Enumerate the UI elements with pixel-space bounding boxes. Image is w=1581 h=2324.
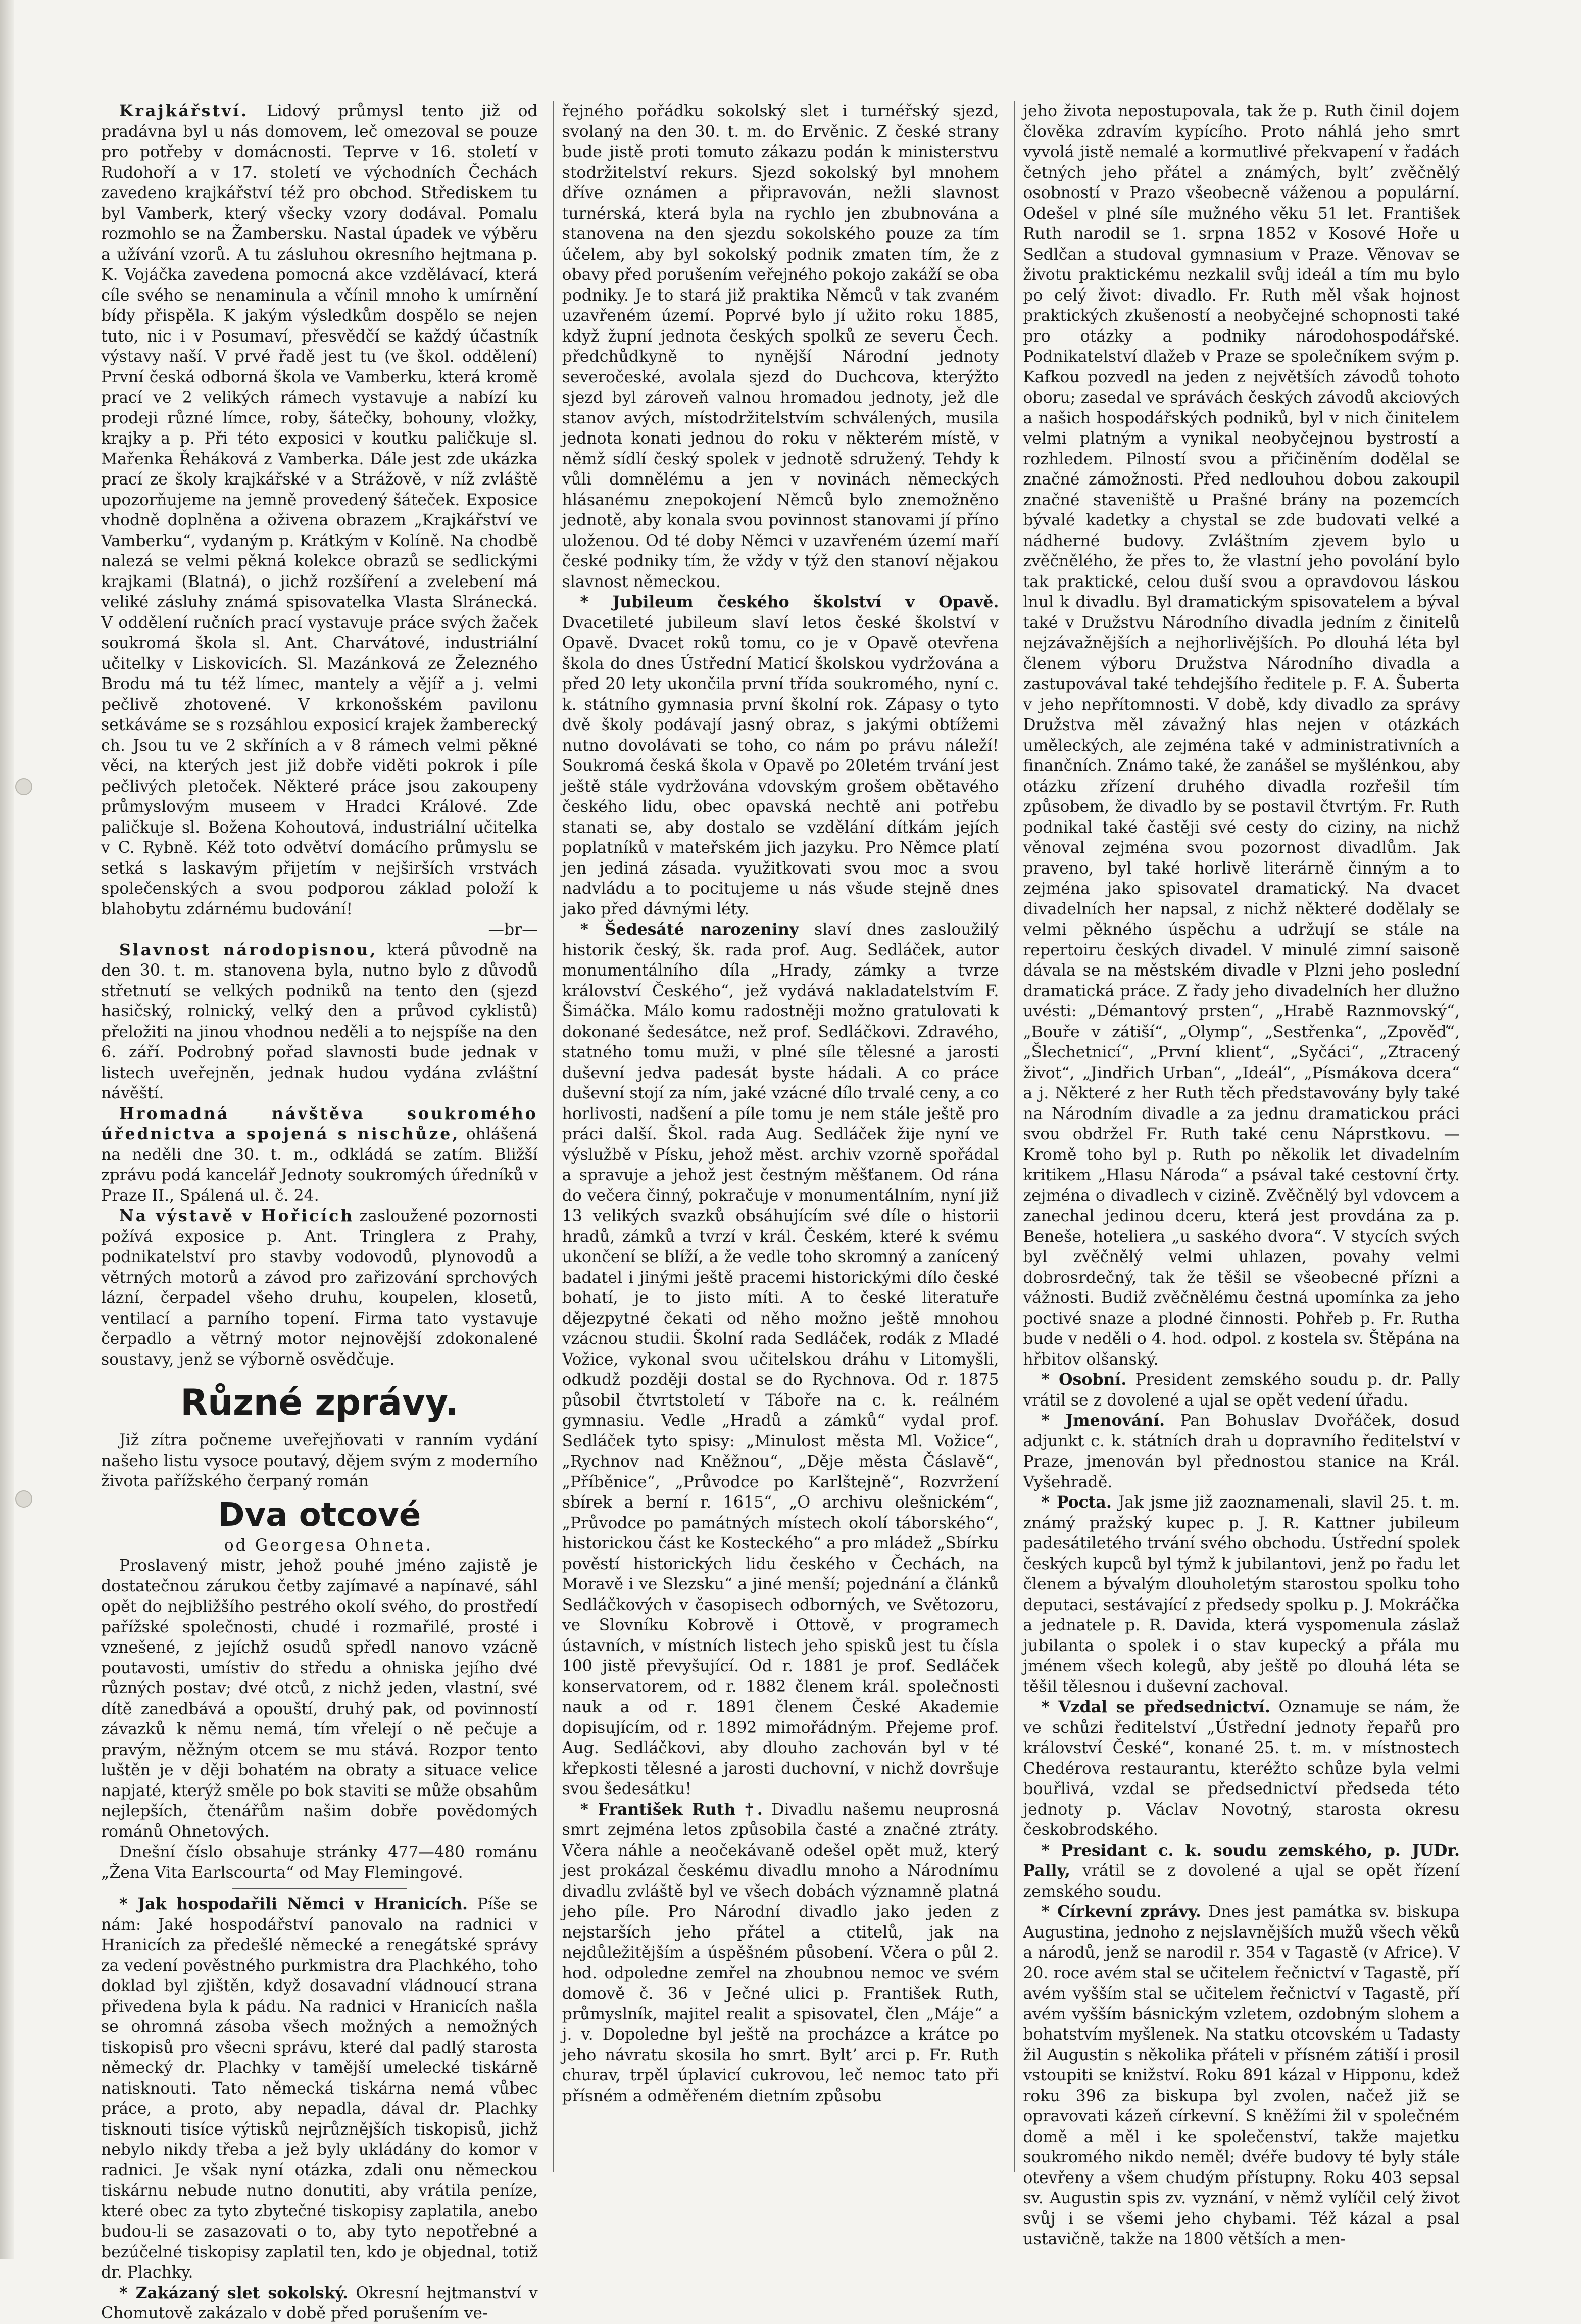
article-lead: * Vzdal se předsednictví. — [1041, 1698, 1270, 1716]
article-jmenovani — [1023, 1411, 1460, 1492]
punch-hole — [15, 778, 32, 795]
article-text: Okresní hejtmanství v Chomutově zakázalo v době před porušením ve- — [101, 2284, 538, 2322]
article-text: Oznamuje se nám, že ve schůzi ředitelství „Ústřední jednoty řepařů pro království České“, konané 25. t. m. v místnostech Chedérova restaurantu, kteréžto schůze byla velmi bouřlivá, vzdal se předsednictví předseda této jednoty p. Václav Novotný, starosta okresu českobrodského. — [1023, 1698, 1460, 1839]
novel-intro: Již zítra počneme uveřejňovati v ranním vydání našeho listu vysoce poutavý, dějem svým z moderního života pařížského čerpaný román — [101, 1431, 538, 1490]
article-lead: Krajkářství. — [119, 102, 249, 120]
article-lead: * Presidant c. k. soudu zemského, p. JUDr. Pally, — [1023, 1841, 1460, 1880]
page-edge — [0, 0, 14, 2259]
column-3 — [1014, 101, 1460, 2248]
column-2 — [553, 101, 999, 2172]
article-lead: * Jmenování. — [1041, 1411, 1165, 1430]
article-predsednictvi — [1023, 1697, 1460, 1841]
article-ruth — [562, 1800, 999, 2107]
article-text: Dnes jest památka sv. biskupa Augustina, jednoho z nejslavnějších mužů všech věků a národů, jenž se narodil r. 354 v Tagastě (v Africe). V 20. roce avém stal se učitelem řečnictví v Tagastě, pří avém vyšším stal se učitelem řečnictví v Tagastě, pří avém vyšším básnickým vzletem, ozdobným slohem a bohatstvím myšlenek. Na statku otcovském u Tadasty žil Augustin s několika přáteli v přísném zátiší i prosil vstoupiti se knižství. Roku 891 kázal v Hipponu, kdež roku 396 za biskupa byl zvolen, načež již se opravovati kázeň církevní. S kněžími žil v společném domě a měl i ke společenství, takže majetku soukromého nikdo neměl; dvéře budovy té byly stále otevřeny a všem chudým přístupny. Roku 403 sepsal sv. Augustin spis zv. vyznání, v němž vylíčil celý život svůj i se všemi jeho chybami. Též kázal a psal ustavičně, takže na 1800 větších a men- — [1023, 1903, 1460, 2248]
article-text: Píše se nám: Jaké hospodářství panovalo na radnici v Hranicích za předešlé německé a renegátské správy za vedení pověstného purkmistra dra Plachkého, toho doklad byl zjištěn, když dosavadní vládnoucí strana přivedena byla k pádu. Na radnici v Hranicích našla se ohromná zásoba všech možných a nemožných tiskopisů pro všecni správu, které dal padlý starosta německý dr. Plachky v tamější umelecké tiskárně natisknouti. Tato německá tiskárna nemá vůbec práce, a proto, aby nepadla, dával dr. Plachky tisknouti tisíce výtisků nejrůznějších tiskopisů, jichž nebylo nikdy třeba a jež byly ukládány do komor v radnici. Je však nyní otázka, zdali onu německou tiskárnu nebude nutno donutiti, aby vrátila peníze, které obec za tyto zbytečné tiskopisy zaplatila, anebo budou-li se zasazovati o to, aby tyto nepotřebné a bezúčelné tiskopisy zaplatil ten, kdo je objednal, totiž dr. Plachky. — [101, 1895, 538, 2282]
article-signature: —br— — [488, 921, 538, 939]
article-text: Dvacetileté jubileum slaví letos české školství v Opavě. Dvacet roků tomu, co je v Opavě otevřena škola do dnes Ústřední Maticí školskou vydržována a před 20 lety ukončila první třída soukromého, nyní c. k. státního gymnasia první školní rok. Zápasy o tyto dvě školy podávají jasný obraz, s jakými obtížemi nutno dovolávati se toho, co nám po právu náleží! Soukromá česká škola v Opavě po 20letém trvání jest ještě stále vydržována vdovským grošem obětavého českého lidu, obec opavská nechtě ani potřebu stanati se, aby dostalo se vzdělání dítkám jejích poplatníků v mateřském jich jazyku. Pro Němce platí jen jediná zásada. využitkovati svou moc a svou nadvládu a to pocitujeme u nás všude stejně dnes jako před dávnými léty. — [562, 613, 999, 918]
article-lead: * Jubileum českého školství v Opavě. — [580, 593, 999, 611]
article-lead: Na výstavě v Hořicích — [119, 1206, 355, 1225]
divider — [232, 1888, 407, 1889]
issue-note: Dnešní číslo obsahuje stránky 477—480 románu „Žena Vita Earlscourta“ od May Flemingové. — [101, 1843, 538, 1882]
article-text: Jak jsme již zaoznamenali, slavil 25. t. m. známý pražský kupec p. J. R. Kattner jubileum padesátiletého trvání svého obchodu. Ústřední spolek českých kupců byl týmž k jubilantovi, jenž po řadu let členem a bývalým dlouholetým starostou spolku toho deputaci, sestávající z předsedy spolku p. J. Mokráčka a jednatele p. R. Davida, která vyspomenula záslaž jubilanta o spolek i o stav kupecký a přála mu jménem všech kolegů, aby ještě po dlouhá léta se těšil tělesnou i duševní zachoval. — [1023, 1493, 1460, 1696]
article-sedlacek — [562, 919, 999, 1800]
article-slet — [101, 2283, 538, 2324]
article-lead: * Jak hospodařili Němci v Hranicích. — [119, 1895, 468, 1913]
article-slet-cont: řejného pořádku sokolský slet i turnéřský sjezd, svolaný na den 30. t. m. do Ervěnic. Z české strany bude jistě proti tomuto zákazu podán k ministerstvu stodržitelství rekurs. Sjezd sokolský byl mnohem dříve oznámen a připravován, nežli slavnost turnérská, která byla na rychlo jen zbubnována a stanovena na den sjezdu sokolského pouze za tím účelem, aby byl sokolský podnik zmaten tím, že z obavy před porušením veřejného pokojo zakáží se oba podniky. Je to stará již praktika Němců v tak zvaném uzavřeném území. Poprvé bylo jí užito roku 1885, když župní jednota českých spolků ze severu Čech. předchůdkyně to nynější Národní jednoty severočeské, avolala sjezd do Duchcova, kterýžto sjezd byl zároveň valnou hromadou jednoty, jež dle stanov avých, místodržitelstvím schválených, musila jednota konati jednou do roku v některém místě, v němž sídlí český spolek v jednotě sdružený. Tehdy k vůli domnělému a jen v novinách německých hlásanému znepokojení Němců bylo znemožněno jednotě, aby konala svou povinnost stanovami jí příno uloženou. Od té doby Němci v uzavřeném území maří české podniky tím, že vždy v týž den stanoví nějakou slavnost německou. — [562, 102, 999, 591]
article-text: která původně na den 30. t. m. stanovena byla, nutno bylo z důvodů střetnutí se velkých podniků na tento den (sjezd hasičský, rolnický, velký den a průvod cyklistů) přeložiti na jinou vhodnou neděli a to nejspíše na den 6. září. Podrobný pořad slavnosti bude jednak v listech uveřejněn, jednak hudou vydána zvláštní návěští. — [101, 941, 538, 1102]
article-lead: * Církevní zprávy. — [1041, 1902, 1201, 1921]
article-pocta — [1023, 1492, 1460, 1697]
article-navsteva — [101, 1104, 538, 1206]
article-lead: * František Ruth †. — [580, 1800, 763, 1819]
novel-title: Dva otcové — [218, 1496, 421, 1534]
article-text: Divadlu našemu neuprosná smrt zejména letos způsobila časté a značné ztráty. Včera náhle a neočekávaně odešel opět muž, který jest prokázal českému divadlu mnoho a Národnímu divadlu zvláště byl ve všech dobách významně platná jeho píle. Pro Národní divadlo jako jeden z nejstarších jeho přátel a ctitelů, jak na nejdůležitějším a úspěšném působení. Včera o půl 2. hod. odpoledne zemřel na zhoubnou nemoc ve svém domově č. 36 v Ječné ulici p. František Ruth, průmyslník, majitel realit a spisovatel, člen „Máje“ a j. v. Dopoledne byl ještě na procházce a krátce po jeho návratu skosila ho smrt. Byltʼ arci p. Fr. Ruth churav, trpěl úplavicí cukrovou, leč nemoc tato při přísném a odměřeném dietním způsobu — [562, 1800, 999, 2105]
article-lead: * Osobní. — [1041, 1370, 1127, 1389]
article-ruth-cont: jeho života nepostupovala, tak že p. Ruth činil dojem člověka zdravím kypícího. Proto náhlá jeho smrt vyvolá jistě nemalé a kormutlivé překvapení v řadách četných jeho přátel a známých, byltʼ zvěčnělý osobností v Prazo všeobecně váženou a populární. Odešel v plné síle mužného věku 51 let. František Ruth narodil se 1. srpna 1852 v Kosové Hoře u Sedlčan a studoval gymnasium v Praze. Věnovav se životu praktickému nezkalil svůj ideál a tím mu bylo po celý život: divadlo. Fr. Ruth měl však hojnost praktických zkušeností a neobyčejné schopnosti také pro otázky a podniky národohospodářské. Podnikatelství dlažeb v Praze se společníkem svým p. Kafkou pozvedl na jeden z největších závodů tohoto oboru; zasedal ve správách českých závodů akciových a našich hospodářských podniků, byl v nich činitelem velmi platným a vynikal neobyčejnou bystrostí a rozhledem. Pilností svou a přičiněním dodělal se značné zámožnosti. Před nedlouhou dobou zakoupil značné staveniště u Prašné brány na pozemcích bývalé kadetky a chystal se zde budovati velké a nádherné budovy. Zvláštním zjevem bylo u zvěčnělého, že přes to, že vlastní jeho povolání bylo tak praktické, celou duší svou a opravdovou láskou lnul k divadlu. Byl dramatickým spisovatelem a býval také v Družstvu Národního divadla jedním z činitelů nejzávažnějších a nejhorlivějších. Po dlouhá léta byl členem výboru Družstva Národního divadla a zastupovával také tehdejšího ředitele p. F. A. Šuberta v jeho nepřítomnosti. V době, kdy divadlo za správy Družstva měl závažný hlas nejen v otázkách uměleckých, ale zejména také v administrativních a finančních. Známo také, že zanášel se myšlénkou, aby otázku zřízení druhého divadla rozřešil tím způsobem, že divadlo by se postavil čtvrtým. Fr. Ruth podnikal také častěji své cesty do ciziny, na nichž věnoval zejména svou pozornost divadlům. Jak praveno, byl také horlivě literárně činným a to zejména jako spisovatel dramatický. Na dvacet divadelních her napsal, z nichž některé dodělaly se velmi pěkného úspěchu a udržují se stále na repertoiru českých divadel. V minulé zimní saisoně dávala se na městském divadle v Plzni jeho poslední dramatická práce. Z řady jeho divadelních her dlužno uvésti: „Démantový prsten“, „Hrabě Raznmovský“, „Bouře v zátiší“, „Olymp“, „Sestřenka“, „Zpověď“, „Šlechetnicí“, „První klient“, „Syčáci“, „Ztracený život“, „Jindřich Urban“, „Ideál“, „Písmákova dcera“ a j. Některé z her Ruth těch představovány byly také na Národním divadle a za jednu dramatickou práci svou obdržel Fr. Ruth také cenu Náprstkovu. — Kromě toho byl p. Ruth po několik let divadelním kritikem „Hlasu Národa“ a psával také cestovní črty. zejména o divadlech v cizině. Zvěčnělý byl vdovcem a zanechal jedinou dceru, která jest provdána za p. Beneše, hoteliera „u saského dvora“. V stycích svých byl zvěčnělý velmi uhlazen, povahy velmi dobrosrdečný, tak že těšil se všeobecné přízni a vážnosti. Budiž zvěčnělému čestná upomínka za jeho poctivé snaze a plodné činnosti. Pohřeb p. Fr. Rutha bude v neděli o 4. hod. odpol. z kostela sv. Štěpána na hřbitov olšanský. — [1023, 102, 1460, 1369]
novel-description: Proslavený mistr, jehož pouhé jméno zajistě je dostatečnou zárukou četby zajímavé a napínavé, sáhl opět do nejbližšího pestrého okolí svého, do prostředí pařížské společnosti, chudé i rozmařilé, prosté i vznešené, z jejíchž osudů spředl nanovo vzácně poutavosti, umístiv do středu a ohniska jejího dvé různých postav; dvé otců, z nichž jeden, vlastní, své dítě zanedbává a opouští, druhý pak, od povinností závazků k němu nemá, tím vřelejí o ně pečuje a pravým, něžným otcem se mu stává. Rozpor tento luštěn je v ději bohatém na obraty a situace velice napjaté, kterýž směle po bok staviti se může obsahům nejlepších, čtenářům našim dobře povědomých románů Ohnetových. — [101, 1557, 538, 1841]
section-heading: Různé zprávy. — [180, 1382, 459, 1423]
article-lead: * Pocta. — [1041, 1493, 1112, 1512]
article-text: slaví dnes zasloužilý historik český, šk. rada prof. Aug. Sedláček, autor monumentálního díla „Hrady, zámky a tvrze království Českého“, jež vydává nakladatelstvím F. Šimáčka. Málo komu radostněji možno gratulovati k dokonané šedesátce, než prof. Sedláčkovi. Zdravého, statného tomu muži, v plné síle tělesné a jarosti duševní jedva padesát byste hádali. A co práce duševní stojí za ním, jaké vzácné dílo trvalé ceny, a co horlivosti, nadšení a píle tomu je nem stále ještě pro práci další. Škol. rada Aug. Sedláček žije nyní ve výslužbě v Písku, jehož měst. archiv vzorně spořádal a spravuje a jehož jest čestným měšťanem. Od rána do večera činný, pokračuje v monumentálním, nyní již 13 velikých svazků obsáhujícím své díle o historii hradů, zámků a tvrzí v král. Českém, které k svému ukončení se blíží, a že vedle toho skromný a zanícený badatel i jinými ještě pracemi historickými dílo české bohatí, je to jisto míti. A to české literatuře dějezpytné čekati od něho možno ještě mnohou vzácnou studii. Školní rada Sedláček, rodák z Mladé Vožice, vykonal svou učitelskou dráhu v Litomyšli, odkudž později dostal se do Rychnova. Od r. 1875 působil čtvrtstoletí v Táboře na c. k. reálném gymnasiu. Vedle „Hradů a zámků“ vydal prof. Sedláček tyto spisy: „Minulost města Ml. Vožice“, „Rychnov nad Kněžnou“, „Děje města Čáslavě“, „Příběnice“, „Průvodce po Karlštejně“, Rozvržení sbírek a berní r. 1615“, „O archivu olešnickém“, „Průvodce po památných místech okolí táborského“, historickou část ke Kosteckého“ a pro mládež „Sbírku pověstí historických lidu českého v Čechách, na Moravě i ve Slezsku“ a jiné menší; pojednání a článků Sedláčkových v časopisech odborných, ve Světozoru, ve Slovníku Kobrově i Ottově, v programech ústavních, v místních listech jeho spisků jest tu čísla 100 jistě převyšující. Od r. 1881 je prof. Sedláček konservatorem, od r. 1882 členem král. společnosti nauk a od r. 1891 členem České Akademie dopisujícím, od r. 1892 mimořádným. Přejeme prof. Aug. Sedláčkovi, aby dlouho zachován byl v té křepkosti tělesné a jarosti duchovní, v nichž dovršuje svou šedesátku! — [562, 921, 999, 1798]
article-text: vrátil se z dovolené a ujal se opět řízení zemského soudu. — [1023, 1862, 1460, 1901]
article-opava — [562, 592, 999, 919]
article-text: Lidový průmysl tento již od pradávna byl u nás domovem, leč omezoval se pouze pro potřeby v domácnosti. Teprve v 16. století v Rudohoří a v 17. století ve východních Čechách zavedeno krajkářství též pro obchod. Střediskem tu byl Vamberk, který všecky vzory dodával. Pomalu rozmohlo se na Žambersku. Nastal úpadek ve výběru a užívání vzorů. A tu zásluhou okresního hejtmana p. K. Vojáčka zavedena pomocná akce vzdělávací, která cíle svého se nenaminula a včínil mnoho k umírnění bídy přispěla. K jakým výsledkům dospělo se nejen tuto, nic i v Posumaví, přesvědčí se každý účastník výstavy naší. V prvé řadě jest tu (ve škol. oddělení) První česká odborná škola ve Vamberku, která kromě prací ve 2 velikých rámech vystavuje a nabízí ku prodeji různé límce, roby, šátečky, bohouny, vložky, krajky a p. Při této exposici v koutku paličkuje sl. Mařenka Řeháková z Vamberka. Dále jest zde ukázka prací ze školy krajkářské v a Strážově, v níž zvláště upozorňujeme na jemně provedený šáteček. Exposice vhodně doplněna a oživena obrazem „Krajkářství ve Vamberku“, vydaným p. Krátkým v Kolíně. Na chodbě nalezá se velmi pěkná kolekce obrazů se sedlickými krajkami (Blatná), o jichž rozšíření a zvelebení má veliké zásluhy známá spisovatelka Vlasta Slránecká. V oddělení ručních prací vystavuje práce svých žaček soukromá škola sl. Ant. Charvátové, industriální učitelky v Liskovicích. Sl. Mazánková ze Železného Brodu má tu též límec, mantely a vějíř a j. velmi pečlivě zhotovené. V krkonošském pavilonu setkáváme se s rozsáhlou exposicí krajek žamberecký ch. Jsou tu ve 2 skříních a v 8 rámech velmi pěkné věci, na kterých jest již dobře viděti pokrok i píle pečlivých pletoček. Některé práce jsou zakoupeny průmyslovým museem v Hradci Králové. Zde paličkuje sl. Božena Kohoutová, industriální učitelka v C. Rybně. Kéž toto odvětví domácího průmyslu se setká s laskavým přijetím v nejširších vrstvách společenských a svou podporou základ položí k blahobytu zdárnému budování! — [101, 102, 538, 918]
article-text: ohlášená na neděli dne 30. t. m., odkládá se zatím. Bližší zprávu podá kancelář Jednoty soukromých úředníků v Praze II., Spálená ul. č. 24. — [101, 1125, 538, 1205]
article-lead: Slavnost národopisnou, — [119, 940, 378, 959]
article-lead: * Šedesáté narozeniny — [580, 920, 799, 939]
article-slavnost — [101, 940, 538, 1104]
newspaper-columns — [101, 101, 1460, 2322]
article-text: President zemského soudu p. dr. Pally vrátil se z dovolené a ujal se opět vedení úřadu. — [1023, 1371, 1460, 1410]
article-text: Pan Bohuslav Dvořáček, dosud adjunkt c. k. státních drah u dopravního ředitelství v Praze, jmenován byl přednostou stanice na Král. Vyšehradě. — [1023, 1412, 1460, 1491]
article-lead: Hromadná návštěva soukromého úřednictva a spojená s nischůze, — [101, 1104, 538, 1143]
article-text: zasloužené pozornosti požívá exposice p. Ant. Tringlera z Prahy, podnikatelství pro stavby vodovodů, plynovodů a větrných motorů a závod pro zařizování sprchových lázní, čerpadel všeho druhu, koupelen, klosetů, ventilací a parního topení. Firma tato vystavuje čerpadlo a větrný motor nejnovější zdokonalené soustavy, jenž se výborně osvědčuje. — [101, 1207, 538, 1369]
article-lead: * Zakázaný slet sokolský. — [119, 2283, 349, 2302]
article-hranice — [101, 1894, 538, 2283]
article-horice — [101, 1206, 538, 1370]
article-cirkevni — [1023, 1902, 1460, 2250]
novel-author: od Georgesa Ohneta. — [224, 1536, 433, 1555]
column-1 — [101, 101, 538, 2322]
article-president — [1023, 1841, 1460, 1902]
punch-hole — [15, 1490, 32, 1508]
article-krajkarstvi — [101, 101, 538, 919]
article-osobni — [1023, 1370, 1460, 1411]
